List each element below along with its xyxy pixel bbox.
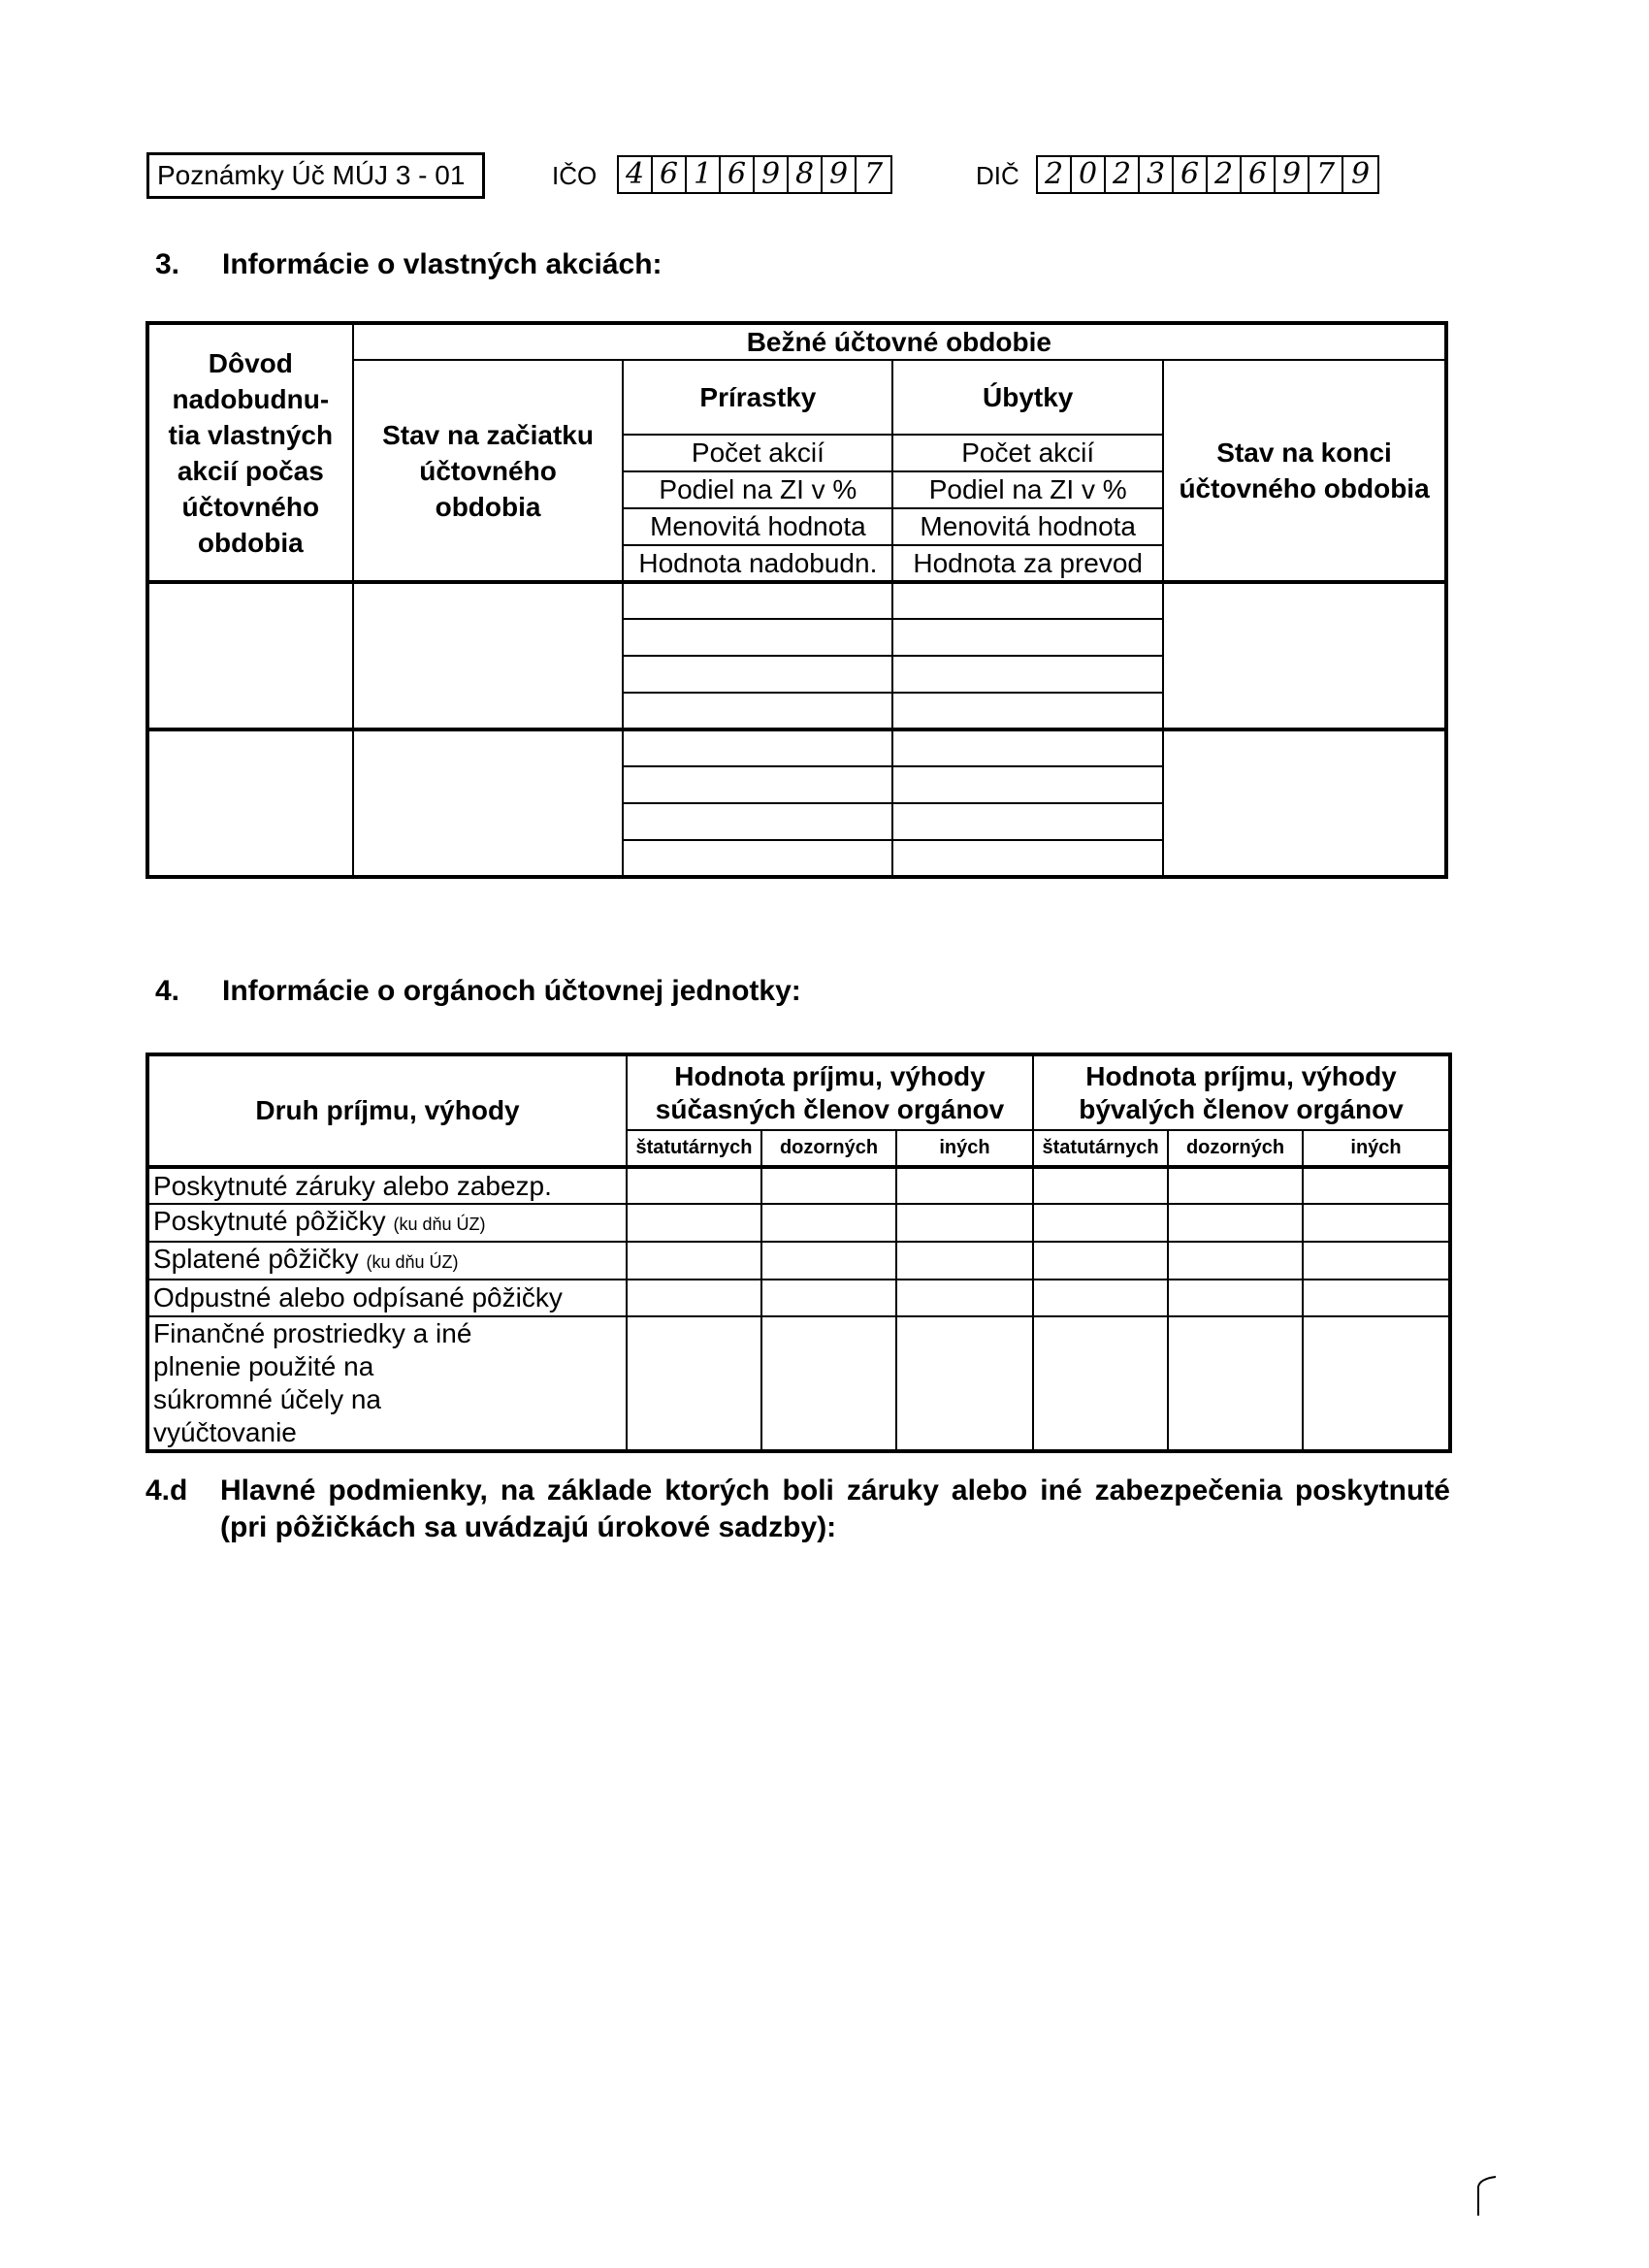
subcol-other: iných [896,1130,1033,1167]
value-cell[interactable] [761,1316,896,1451]
subcol-supervisory: dozorných [761,1130,896,1167]
value-cell[interactable] [1168,1280,1303,1316]
value-cell[interactable] [1303,1204,1450,1242]
dic-digit: 7 [1310,157,1343,192]
subcol-statutory: štatutárnych [627,1130,761,1167]
value-cell[interactable] [1303,1316,1450,1451]
value-cell[interactable] [627,1204,761,1242]
row-label: Finančné prostriedky a iné plnenie použité na súkromné účely na vyúčtovanie [147,1316,627,1451]
section4d-number: 4.d [146,1474,188,1507]
section4-number: 4. [155,975,180,1007]
entry-2-disposals-cell[interactable] [892,729,1163,766]
value-cell[interactable] [1303,1280,1450,1316]
value-cell[interactable] [627,1316,761,1451]
subcol-supervisory: dozorných [1168,1130,1303,1167]
dic-digit: 2 [1208,157,1242,192]
former-members-header: Hodnota príjmu, výhody bývalých členov orgánov [1033,1054,1450,1130]
row-label: Poskytnuté pôžičky (ku dňu ÚZ) [147,1204,627,1242]
entry-2-disposals-cell[interactable] [892,766,1163,803]
entry-1-additions-cell[interactable] [623,582,892,619]
table-row [147,1242,1450,1280]
value-cell[interactable] [1033,1316,1168,1451]
own-shares-table [146,321,1448,879]
entry-1-disposals-cell[interactable] [892,582,1163,619]
value-cell[interactable] [1168,1167,1303,1204]
value-cell[interactable] [761,1242,896,1280]
value-cell[interactable] [627,1167,761,1204]
ico-label: IČO [552,161,598,190]
ico-digits [617,155,892,194]
current-period-header: Bežné účtovné obdobie [353,323,1446,360]
value-cell[interactable] [1168,1204,1303,1242]
entry-2-disposals-cell[interactable] [892,803,1163,840]
entry-1-disposals-cell[interactable] [892,693,1163,729]
disposals-value-label: Hodnota za prevod [892,545,1163,582]
bodies-income-table [146,1053,1452,1453]
dic-digit: 3 [1140,157,1174,192]
value-cell[interactable] [1303,1167,1450,1204]
disposals-count-label: Počet akcií [892,435,1163,471]
value-cell[interactable] [1033,1167,1168,1204]
value-cell[interactable] [896,1316,1033,1451]
additions-share-label: Podiel na ZI v % [623,471,892,508]
handwritten-mark-icon [1467,2173,1505,2221]
entry-1-start-cell[interactable] [353,582,624,729]
row-label: Poskytnuté záruky alebo zabezp. [147,1167,627,1204]
value-cell[interactable] [1033,1204,1168,1242]
entry-1-reason-cell[interactable] [147,582,353,729]
table-row [147,1316,1450,1451]
entry-1-end-cell[interactable] [1163,582,1446,729]
value-cell[interactable] [1168,1316,1303,1451]
additions-count-label: Počet akcií [623,435,892,471]
section3-title: Informácie o vlastných akciách: [222,248,663,280]
dic-digit: 2 [1038,157,1072,192]
table-row [147,1280,1450,1316]
table-row [147,1204,1450,1242]
entry-2-additions-cell[interactable] [623,803,892,840]
current-members-header: Hodnota príjmu, výhody súčasných členov orgánov [627,1054,1033,1130]
row-label: Splatené pôžičky (ku dňu ÚZ) [147,1242,627,1280]
entry-1-additions-cell[interactable] [623,693,892,729]
disposals-header: Úbytky [892,360,1163,435]
dic-digit: 6 [1174,157,1208,192]
value-cell[interactable] [896,1280,1033,1316]
entry-2-additions-cell[interactable] [623,766,892,803]
ico-digit: 6 [653,157,687,192]
additions-value-label: Hodnota nadobudn. [623,545,892,582]
section4d-paragraph [146,1473,1450,1546]
disposals-share-label: Podiel na ZI v % [892,471,1163,508]
value-cell[interactable] [896,1242,1033,1280]
ico-digit: 6 [721,157,755,192]
dic-digit: 9 [1276,157,1310,192]
entry-1-additions-cell[interactable] [623,656,892,693]
subcol-statutory: štatutárnych [1033,1130,1168,1167]
value-cell[interactable] [761,1280,896,1316]
value-cell[interactable] [1303,1242,1450,1280]
entry-1-disposals-cell[interactable] [892,619,1163,656]
entry-1-disposals-cell[interactable] [892,656,1163,693]
ico-digit: 9 [755,157,789,192]
ico-digit: 8 [789,157,823,192]
value-cell[interactable] [1033,1280,1168,1316]
value-cell[interactable] [1033,1242,1168,1280]
dic-digit: 6 [1242,157,1276,192]
ico-digit: 7 [863,157,884,191]
value-cell[interactable] [627,1242,761,1280]
col-end-header: Stav na konci účtovného obdobia [1163,360,1446,582]
col-start-header: Stav na začiatku účtovného obdobia [353,360,624,582]
entry-2-disposals-cell[interactable] [892,840,1163,877]
section4-title: Informácie o orgánoch účtovnej jednotky: [222,975,801,1007]
ico-digit: 4 [619,157,653,192]
ico-digit: 1 [687,157,721,192]
row-label: Odpustné alebo odpísané pôžičky [147,1280,627,1316]
value-cell[interactable] [627,1280,761,1316]
section4d-text: Hlavné podmienky, na základe ktorých boli záruky alebo iné zabezpečenia poskytnuté (pri pôžičkách sa uvádzajú úrokové sadzby): [220,1474,1450,1543]
entry-1-additions-cell[interactable] [623,619,892,656]
section3-number: 3. [155,248,180,280]
table-row [147,1167,1450,1204]
additions-nominal-label: Menovitá hodnota [623,508,892,545]
value-cell[interactable] [761,1204,896,1242]
dic-digit: 9 [1350,157,1371,191]
value-cell[interactable] [896,1204,1033,1242]
entry-2-additions-cell[interactable] [623,729,892,766]
dic-digits [1036,155,1379,194]
col-type-header: Druh príjmu, výhody [147,1054,627,1167]
entry-2-reason-cell[interactable] [147,729,353,877]
entry-2-additions-cell[interactable] [623,840,892,877]
entry-2-start-cell[interactable] [353,729,624,877]
value-cell[interactable] [1168,1242,1303,1280]
dic-digit: 2 [1106,157,1140,192]
form-code-label: Poznámky Úč MÚJ 3 - 01 [157,160,466,190]
ico-digit: 9 [823,157,857,192]
disposals-nominal-label: Menovitá hodnota [892,508,1163,545]
subcol-other: iných [1303,1130,1450,1167]
additions-header: Prírastky [623,360,892,435]
value-cell[interactable] [761,1167,896,1204]
value-cell[interactable] [896,1167,1033,1204]
entry-2-end-cell[interactable] [1163,729,1446,877]
dic-label: DIČ [976,161,1019,190]
form-code-box [146,152,485,199]
dic-digit: 0 [1072,157,1106,192]
col-reason-header: Dôvod nadobudnu- tia vlastných akcií počas účtovného obdobia [147,323,353,582]
